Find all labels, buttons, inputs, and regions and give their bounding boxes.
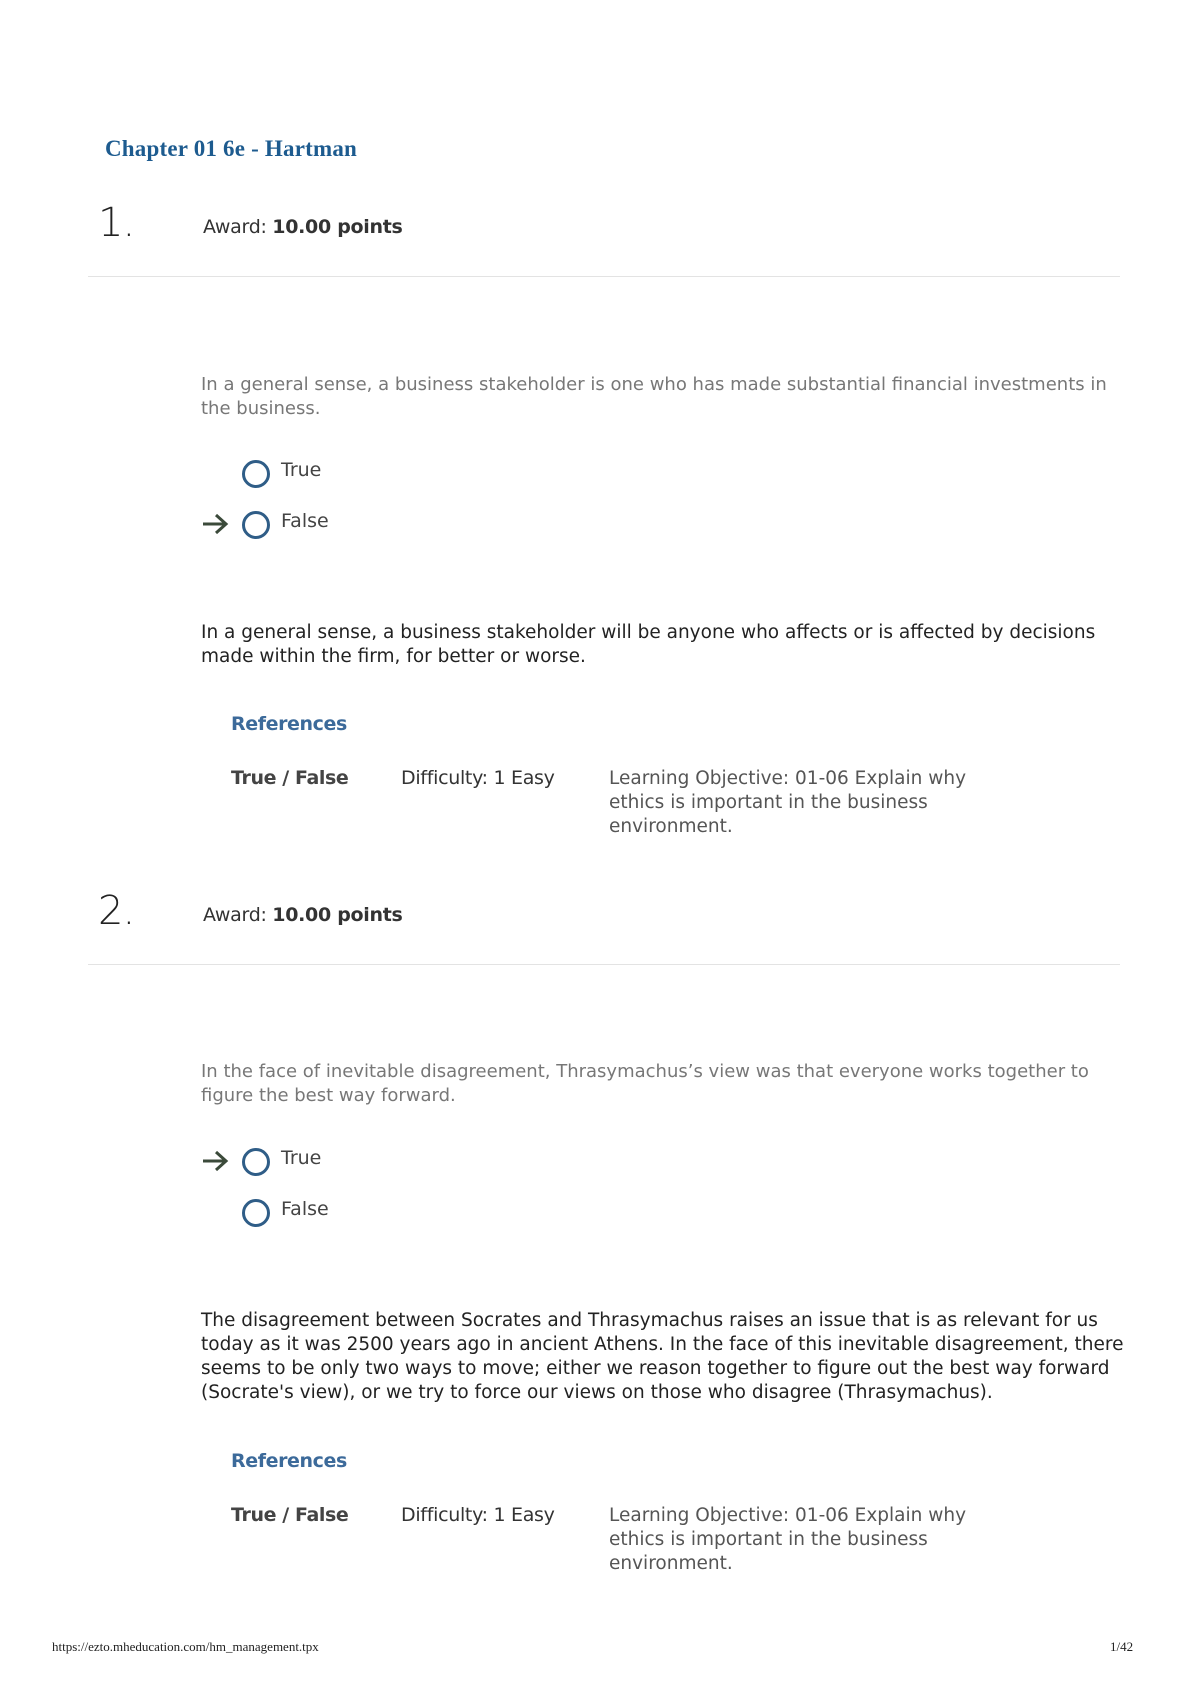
award-points: 10.00 points: [272, 216, 403, 238]
option-label: False: [281, 1198, 329, 1220]
answer-explanation: The disagreement between Socrates and Thrasymachus raises an issue that is as relevant for us today as it was 2500 years ago in ancient Athens. In the face of this inevitable disagreement, there seems to be only two ways to move; either we reason together to figure out the best way forward (Socrate's view), or we try to force our views on those who disagree (Thrasymachus).: [201, 1310, 1124, 1403]
question-text: In a general sense, a business stakeholder is one who has made substantial financial investments in the business.: [201, 374, 1107, 419]
option-false[interactable]: [200, 508, 400, 542]
arrow-right-icon: [200, 1149, 230, 1173]
award-label: Award: 10.00 points: [203, 216, 403, 238]
references-row: [231, 767, 1031, 847]
answer-explanation: In a general sense, a business stakeholder will be anyone who affects or is affected by decisions made within the firm, for better or worse.: [201, 622, 1096, 667]
radio-icon[interactable]: [242, 1148, 270, 1176]
references-title: References: [231, 1450, 347, 1472]
question-number: 1.: [98, 200, 135, 246]
question-type: True / False: [231, 767, 349, 789]
learning-objective: Learning Objective: 01-06 Explain why ethics is important in the business environment.: [609, 1505, 967, 1574]
references-row: [231, 1504, 1031, 1584]
radio-icon[interactable]: [242, 1199, 270, 1227]
option-false[interactable]: [200, 1196, 400, 1230]
learning-objective: Learning Objective: 01-06 Explain why ethics is important in the business environment.: [609, 768, 967, 837]
award-label: Award: 10.00 points: [203, 904, 403, 926]
question-header: [88, 200, 1120, 277]
difficulty: Difficulty: 1 Easy: [401, 767, 555, 789]
radio-icon[interactable]: [242, 460, 270, 488]
references-title: References: [231, 713, 347, 735]
option-label: True: [281, 1147, 322, 1169]
footer-url: https://ezto.mheducation.com/hm_management.tpx: [52, 1639, 319, 1654]
option-label: False: [281, 510, 329, 532]
page-number: 1/42: [1110, 1639, 1134, 1654]
option-true[interactable]: [200, 457, 400, 491]
question-type: True / False: [231, 1504, 349, 1526]
award-points: 10.00 points: [272, 904, 403, 926]
question-number: 2.: [98, 888, 135, 934]
arrow-right-icon: [200, 512, 230, 536]
radio-icon[interactable]: [242, 511, 270, 539]
question-text: In the face of inevitable disagreement, Thrasymachus’s view was that everyone works together to figure the best way forward.: [201, 1061, 1089, 1106]
option-true[interactable]: [200, 1145, 400, 1179]
option-label: True: [281, 459, 322, 481]
document-title: Chapter 01 6e - Hartman: [105, 136, 358, 161]
difficulty: Difficulty: 1 Easy: [401, 1504, 555, 1526]
question-header: [88, 888, 1120, 965]
